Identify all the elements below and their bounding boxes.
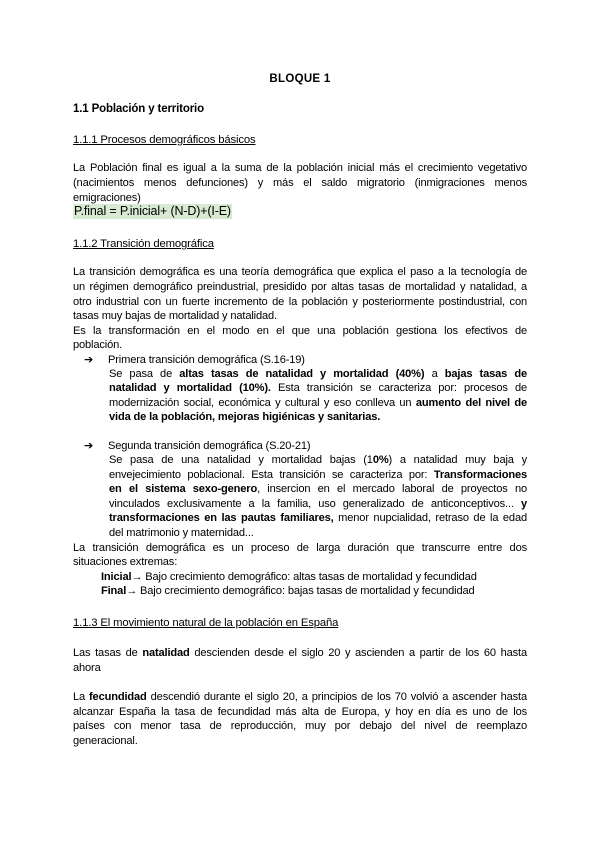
initial-situation: Inicial→ Bajo crecimiento demográfico: altas tasas de mortalidad y fecundidad — [101, 571, 477, 583]
paragraph-line: países con menor tasa de reproducción, muy por debajo del nivel de reemplazo — [73, 720, 527, 732]
arrow-bullet-icon: ➔ — [84, 354, 94, 366]
formula: P.final = P.inicial+ (N-D)+(I-E) — [74, 204, 231, 218]
section-title: 1.1 Población y territorio — [73, 103, 204, 115]
paragraph-line: envejecimiento poblacional. Esta transición se caracteriza por: Transformaciones — [109, 469, 527, 481]
paragraph-line: Es la transformación en el modo en el que una población gestiona los efectivos de — [73, 325, 527, 337]
final-situation: Final→ Bajo crecimiento demográfico: bajas tasas de mortalidad y fecundidad — [101, 585, 475, 597]
block-title: BLOQUE 1 — [269, 73, 331, 85]
paragraph-line: situaciones extremas: — [73, 556, 178, 568]
paragraph-line: La transición demográfica es un proceso de larga duración que transcurre entre dos — [73, 542, 527, 554]
paragraph-line: La fecundidad descendió durante el siglo 20, a principios de los 70 volvió a ascender hasta — [73, 691, 527, 703]
paragraph-line: población. — [73, 339, 123, 351]
bullet-first-transition: ➔ Primera transición demográfica (S.16-19) — [84, 354, 305, 366]
bullet-second-transition: ➔ Segunda transición demográfica (S.20-21) — [84, 440, 311, 452]
paragraph-line: (nacimientos menos defunciones) y más el saldo migratorio (inmigraciones menos — [73, 177, 527, 189]
paragraph-line: Las tasas de natalidad descienden desde el siglo 20 y ascienden a partir de los 60 hasta — [73, 647, 527, 659]
paragraph-line: transformaciones en las pautas familiares, menor nupcialidad, retraso de la edad — [109, 512, 527, 524]
paragraph-line: en el sistema sexo-genero, insercion en el mercado laboral de proyectos no — [109, 483, 527, 495]
paragraph-line: del matrimonio y maternidad... — [109, 527, 254, 539]
paragraph-line: natalidad y mortalidad (10%). Esta transición se caracteriza por: procesos de — [109, 382, 527, 394]
paragraph-line: un régimen demográfico preindustrial, presidido por altas tasas de mortalidad y natalidad, a — [73, 281, 527, 293]
subsection-title-2: 1.1.2 Transición demográfica — [73, 238, 214, 250]
paragraph-line: generacional. — [73, 735, 138, 747]
paragraph-line: otro industrial con un fuerte incremento de la población y posteriormente postindustrial, con — [73, 296, 527, 308]
paragraph-line: Se pasa de altas tasas de natalidad y mortalidad (40%) a bajas tasas de — [109, 368, 527, 380]
subsection-title-3: 1.1.3 El movimiento natural de la población en España — [73, 617, 339, 629]
paragraph-line: alcanzar España la tasa de fecundidad más alta de Europa, y hoy en día es uno de los — [73, 706, 527, 718]
paragraph-line: modernización social, económica y cultural y eso conlleva un aumento del nivel de — [109, 397, 527, 409]
arrow-bullet-icon: ➔ — [84, 440, 94, 452]
subsection-title-1: 1.1.1 Procesos demográficos básicos — [73, 134, 256, 146]
paragraph-line: emigraciones) — [73, 192, 141, 204]
paragraph-line: tasas muy bajas de mortalidad y natalidad. — [73, 310, 277, 322]
paragraph-line: Se pasa de una natalidad y mortalidad bajas (10%) a natalidad muy baja y — [109, 454, 527, 466]
paragraph-line: vinculados exclusivamente a la familia, uso generalizado de anticonceptivos... y — [109, 498, 527, 510]
paragraph-line: La Población final es igual a la suma de la población inicial más el crecimiento vegetativo — [73, 162, 527, 174]
paragraph-line: ahora — [73, 662, 101, 674]
paragraph-line: vida de la población, mejoras higiénicas y sanitarias. — [109, 411, 381, 423]
paragraph-line: La transición demográfica es una teoría demográfica que explica el paso a la tecnología de — [73, 266, 527, 278]
